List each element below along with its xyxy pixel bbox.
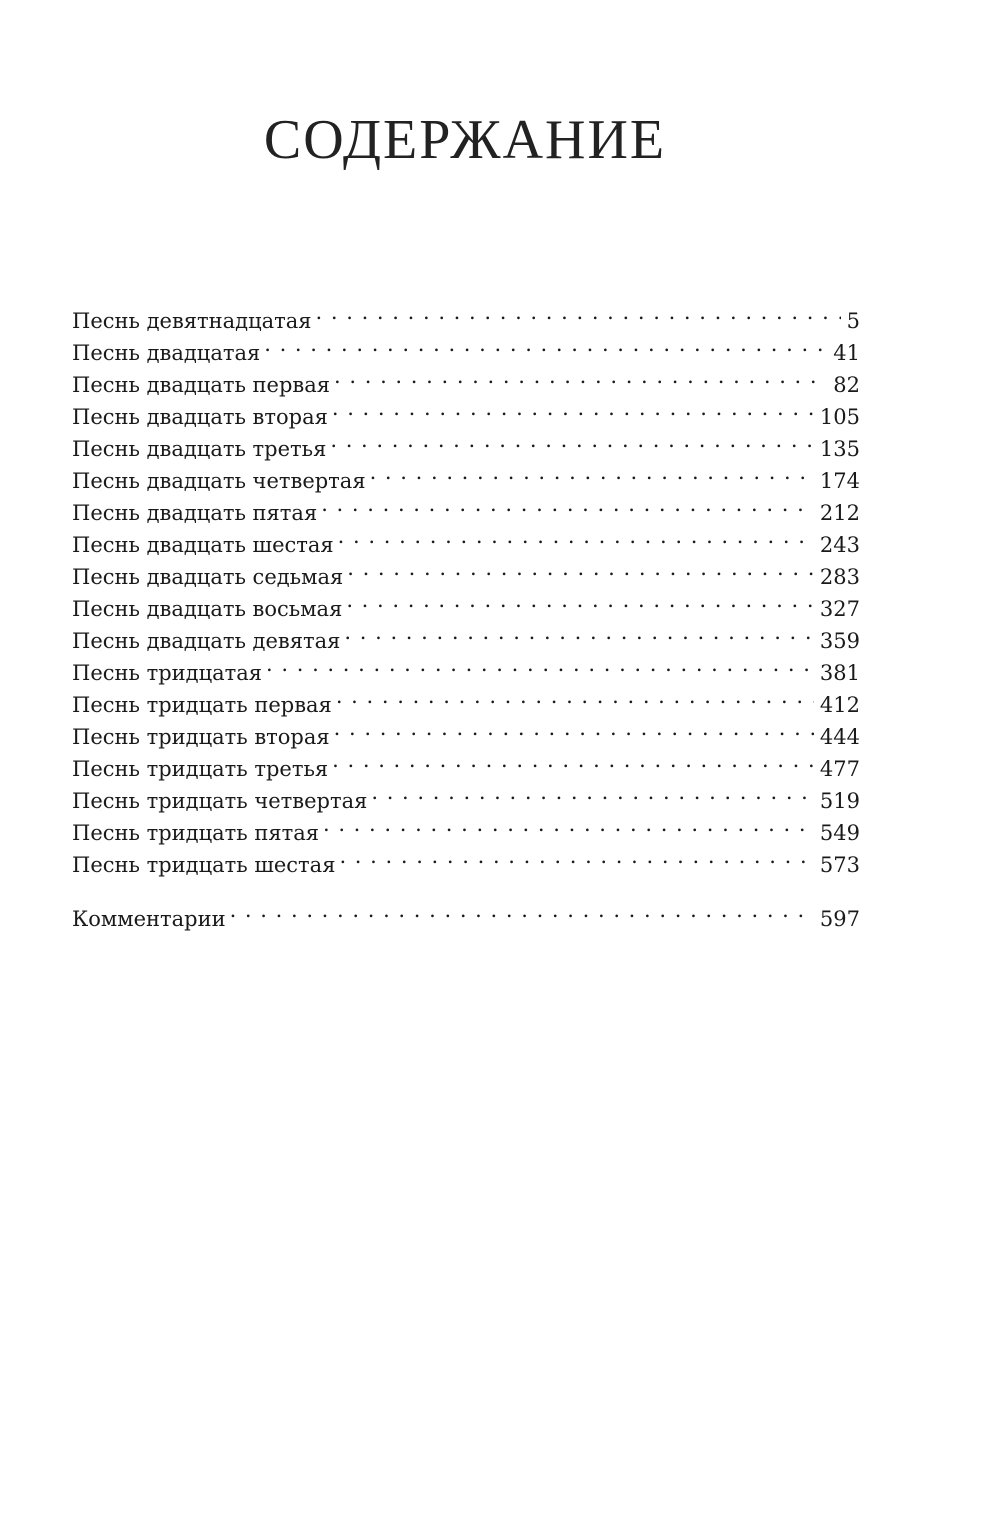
dot-leader	[371, 776, 814, 808]
table-of-contents	[72, 296, 860, 931]
toc-entry-page: 174	[819, 469, 860, 493]
toc-entry-page: 549	[819, 821, 860, 845]
toc-entry-label: Песнь двадцать седьмая	[72, 565, 344, 589]
toc-entry-label: Песнь двадцать восьмая	[72, 597, 343, 621]
dot-leader	[344, 616, 814, 648]
toc-entry-page: 359	[819, 629, 860, 653]
toc-entry-label: Песнь двадцать вторая	[72, 405, 328, 429]
dot-leader	[264, 328, 827, 360]
toc-entry-page: 519	[819, 789, 860, 813]
toc-entry-page: 444	[819, 725, 860, 749]
toc-entry-page: 477	[819, 757, 860, 781]
dot-leader	[332, 744, 814, 776]
toc-entry-page: 283	[819, 565, 860, 589]
toc-entry-page: 105	[819, 405, 860, 429]
dot-leader	[334, 712, 814, 744]
toc-entry-label: Песнь двадцать первая	[72, 373, 331, 397]
toc-entry-label: Песнь двадцать шестая	[72, 533, 334, 557]
page-title: СОДЕРЖАНИЕ	[263, 109, 667, 171]
toc-entry-page: 597	[819, 907, 860, 931]
toc-entry-label: Песнь тридцатая	[72, 661, 263, 685]
toc-entry-label: Песнь тридцать пятая	[72, 821, 319, 845]
dot-leader	[370, 456, 814, 488]
dot-leader	[346, 584, 814, 616]
toc-entry-label: Песнь двадцать третья	[72, 437, 327, 461]
toc-entry-page: 412	[819, 693, 860, 717]
dot-leader	[266, 648, 814, 680]
dot-leader	[230, 894, 814, 926]
dot-leader	[316, 296, 841, 328]
dot-leader	[334, 360, 827, 392]
toc-entry-label: Песнь двадцатая	[72, 341, 261, 365]
toc-entry-page: 135	[819, 437, 860, 461]
toc-entry-label: Песнь тридцать шестая	[72, 853, 336, 877]
toc-entry-label: Песнь тридцать третья	[72, 757, 329, 781]
toc-entry-page: 243	[819, 533, 860, 557]
dot-leader	[339, 840, 813, 872]
dot-leader	[321, 488, 814, 520]
toc-entry-label: Песнь двадцать пятая	[72, 501, 318, 525]
toc-entry-19[interactable]	[72, 296, 860, 333]
toc-entry-label: Песнь тридцать вторая	[72, 725, 330, 749]
dot-leader	[336, 680, 814, 712]
toc-entry-page: 41	[833, 341, 860, 365]
toc-entry-label: Песнь двадцать четвертая	[72, 469, 366, 493]
toc-entry-label: Песнь девятнадцатая	[72, 309, 312, 333]
dot-leader	[330, 424, 814, 456]
toc-entry-label: Песнь тридцать первая	[72, 693, 332, 717]
toc-entry-page: 82	[833, 373, 860, 397]
dot-leader	[338, 520, 814, 552]
toc-entry-label: Комментарии	[72, 907, 226, 931]
toc-entry-page: 381	[819, 661, 860, 685]
dot-leader	[323, 808, 814, 840]
toc-entry-comments[interactable]	[72, 894, 860, 931]
dot-leader	[332, 392, 814, 424]
toc-entry-page: 327	[819, 597, 860, 621]
toc-entry-page: 212	[819, 501, 860, 525]
dot-leader	[347, 552, 814, 584]
toc-entry-label: Песнь тридцать четвертая	[72, 789, 368, 813]
toc-entry-page: 573	[819, 853, 860, 877]
toc-entry-page: 5	[846, 309, 860, 333]
toc-entry-label: Песнь двадцать девятая	[72, 629, 341, 653]
